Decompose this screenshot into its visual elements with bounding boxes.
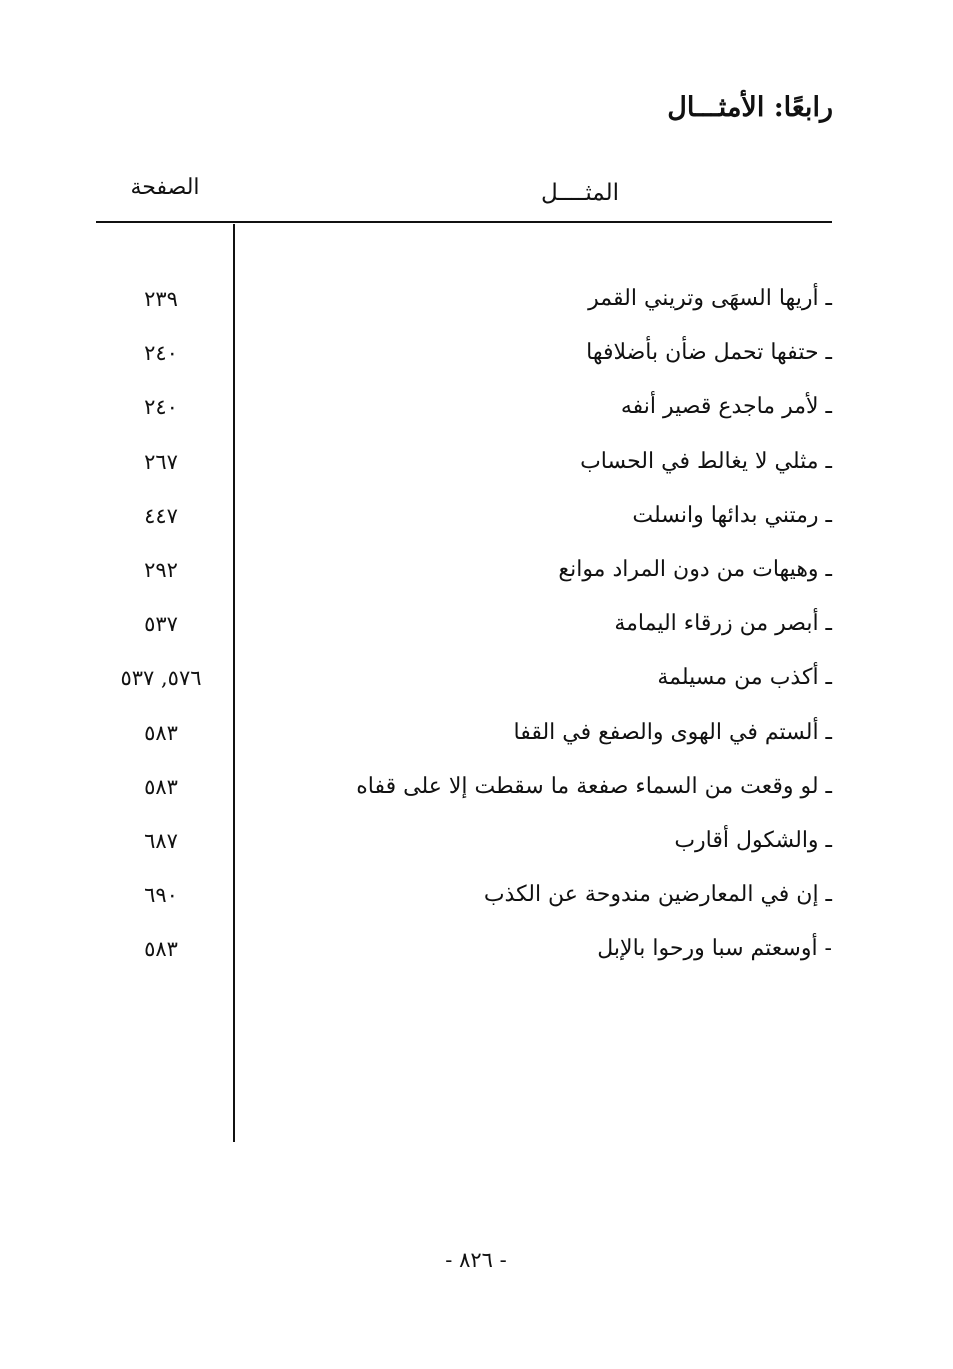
index-row [0,387,953,441]
proverb-text: ـ إن في المعارضين مندوحة عن الكذب [483,882,832,908]
page-reference: ٥٣٧ [144,612,178,637]
page-number: - ٨٢٦ - [445,1248,507,1272]
index-row [0,604,953,658]
proverb-text: ـ والشكول أقارب [674,827,832,853]
proverb-text: ـ حتفها تحمل ضأن بأضلافها [586,340,832,366]
index-row [0,279,953,333]
proverb-index-list [0,279,953,983]
index-row [0,713,953,767]
page-reference: ٢٣٩ [144,287,178,311]
page-reference: ٦٨٧ [144,828,178,853]
column-header-proverb: المثــــل [540,180,619,206]
page-reference: ٢٦٧ [144,449,178,474]
proverb-text: ـ مثلي لا يغالط في الحساب [580,448,832,474]
index-row [0,442,953,496]
page-reference: ٥٧٦, ٥٣٧ [120,666,202,691]
index-row [0,821,953,875]
page-reference: ٥٨٣ [144,720,178,745]
page-reference: ٦٩٠ [144,883,178,908]
proverb-text: ـ ألستم في الهوى والصفع في القفا [513,719,832,745]
proverb-text: ـ وهيهات من دون المراد موانع [558,556,832,582]
proverb-text: ـ لأمر ماجدع قصير أنفه [620,394,832,420]
page-reference: ٢٩٢ [144,557,178,582]
index-row [0,333,953,387]
proverb-text: ـ أريها السهَى وتريني القمر [588,286,832,311]
page-reference: ٤٤٧ [144,503,178,528]
page-reference: ٥٨٣ [144,937,178,962]
index-row [0,496,953,550]
proverb-text: ـ أبصر من زرقاء اليمامة [614,611,832,637]
proverb-text: - أوسعتم سبا ورحوا بالإبل [597,936,832,962]
index-row [0,658,953,712]
index-row [0,550,953,604]
header-rule [96,221,832,223]
index-row [0,929,953,983]
proverb-text: ـ لو وقعت من السماء صفعة ما سقطت إلا على قفاه [356,773,832,799]
page-reference: ٥٨٣ [144,774,178,799]
proverb-text: ـ أكذب من مسيلمة [657,665,832,691]
index-row [0,767,953,821]
index-row [0,875,953,929]
proverb-text: ـ رمتني بدائها وانسلت [632,502,832,528]
page-reference: ٢٤٠ [144,395,178,420]
column-header-page: الصفحة [130,175,200,200]
page-reference: ٢٤٠ [144,341,178,366]
section-title: رابعًا: الأمثـــال [667,92,833,123]
